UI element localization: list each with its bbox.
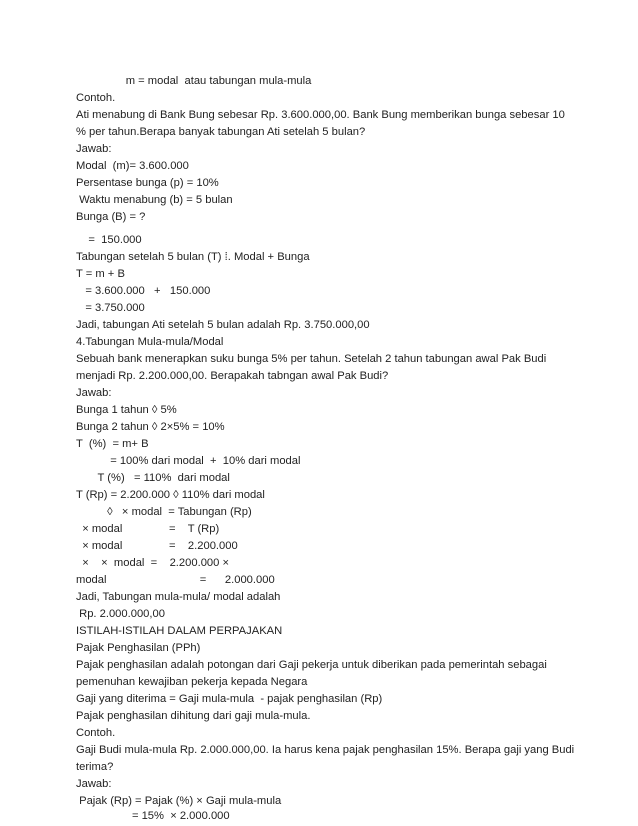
text-line: = 3.750.000 xyxy=(76,302,145,314)
text-line: Modal (m)= 3.600.000 xyxy=(76,160,189,172)
text-line: = 3.600.000 + 150.000 xyxy=(76,285,211,297)
text-line: = 150.000 xyxy=(76,234,142,246)
text-line: Pajak penghasilan dihitung dari gaji mula-mula. xyxy=(76,710,311,722)
text-line: Bunga (B) = ? xyxy=(76,211,146,223)
text-line: Gaji yang diterima = Gaji mula-mula - pajak penghasilan (Rp) xyxy=(76,693,383,705)
text-line: T (%) = m+ B xyxy=(76,438,149,450)
text-line: Pajak (Rp) = Pajak (%) × Gaji mula-mula xyxy=(76,795,282,807)
text-line: pemenuhan kewajiban pekerja kepada Negara xyxy=(76,676,308,688)
text-line: T (%) = 110% dari modal xyxy=(76,472,230,484)
text-line: Contoh. xyxy=(76,92,116,104)
text-line: Gaji Budi mula-mula Rp. 2.000.000,00. Ia harus kena pajak penghasilan 15%. Berapa gaji yang Budi xyxy=(76,744,575,756)
text-line: Pajak penghasilan adalah potongan dari Gaji pekerja untuk diberikan pada pemerintah sebagai xyxy=(76,659,547,671)
text-line: Jadi, tabungan Ati setelah 5 bulan adalah Rp. 3.750.000,00 xyxy=(76,319,370,331)
text-line: menjadi Rp. 2.200.000,00. Berapakah tabngan awal Pak Budi? xyxy=(76,370,389,382)
text-line: Pajak Penghasilan (PPh) xyxy=(76,642,201,654)
text-line: m = modal atau tabungan mula-mula xyxy=(76,75,312,87)
text-line: Jawab: xyxy=(76,387,112,399)
text-line: T (Rp) = 2.200.000 ◊ 110% dari modal xyxy=(76,489,265,501)
text-line: Jawab: xyxy=(76,778,112,790)
text-line: × modal = T (Rp) xyxy=(76,523,220,535)
text-line: = 100% dari modal + 10% dari modal xyxy=(76,455,301,467)
text-line: T = m + B xyxy=(76,268,125,280)
text-line: modal = 2.000.000 xyxy=(76,574,275,586)
text-line: × modal = 2.200.000 xyxy=(76,540,238,552)
text-line: terima? xyxy=(76,761,114,773)
text-line: × × modal = 2.200.000 × xyxy=(76,557,229,569)
text-line: Rp. 2.000.000,00 xyxy=(76,608,165,620)
text-line: Contoh. xyxy=(76,727,116,739)
text-line: % per tahun.Berapa banyak tabungan Ati setelah 5 bulan? xyxy=(76,126,366,138)
text-line: = 15% × 2.000.000 xyxy=(76,810,230,822)
text-line: Persentase bunga (p) = 10% xyxy=(76,177,219,189)
text-line: ISTILAH-ISTILAH DALAM PERPAJAKAN xyxy=(76,625,283,637)
text-line: Bunga 2 tahun ◊ 2×5% = 10% xyxy=(76,421,225,433)
text-line: Jadi, Tabungan mula-mula/ modal adalah xyxy=(76,591,281,603)
text-line: 4.Tabungan Mula-mula/Modal xyxy=(76,336,224,348)
text-line: ◊ × modal = Tabungan (Rp) xyxy=(76,506,252,518)
text-line: Jawab: xyxy=(76,143,112,155)
text-line: Bunga 1 tahun ◊ 5% xyxy=(76,404,177,416)
text-line: Sebuah bank menerapkan suku bunga 5% per tahun. Setelah 2 tahun tabungan awal Pak Budi xyxy=(76,353,547,365)
text-line: Waktu menabung (b) = 5 bulan xyxy=(76,194,233,206)
text-line: Tabungan setelah 5 bulan (T) ⁞. Modal + Bunga xyxy=(76,251,310,263)
text-line: Ati menabung di Bank Bung sebesar Rp. 3.600.000,00. Bank Bung memberikan bunga sebesar 10 xyxy=(76,109,565,121)
